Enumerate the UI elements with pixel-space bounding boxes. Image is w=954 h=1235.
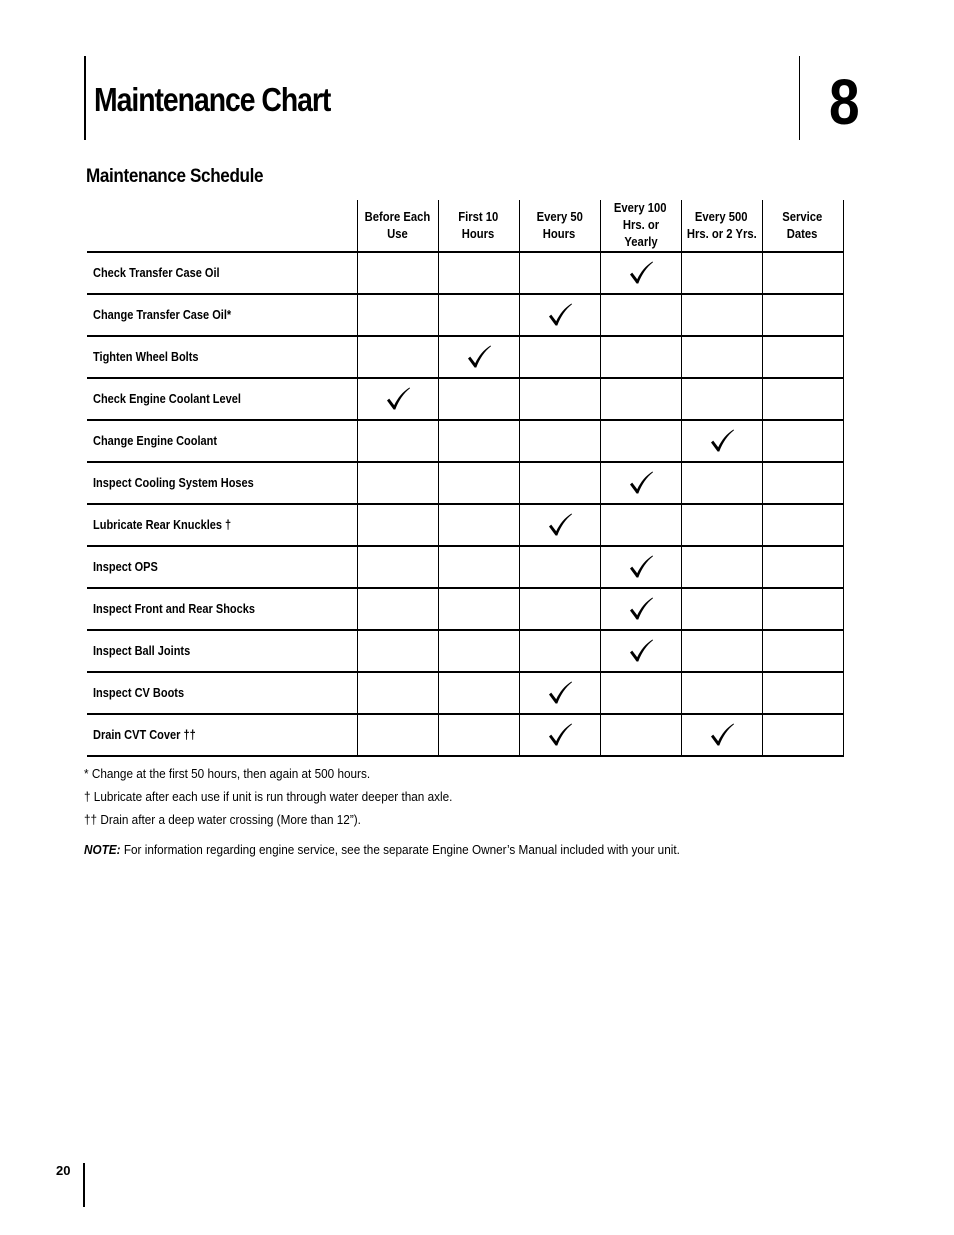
checkmark-icon (547, 722, 573, 748)
table-row (87, 420, 843, 462)
schedule-cell (519, 336, 600, 378)
checkmark-icon (709, 722, 735, 748)
title-left-rule (84, 56, 86, 140)
checkmark-icon (628, 470, 654, 496)
schedule-cell (519, 294, 600, 336)
task-label: Inspect OPS (93, 560, 158, 574)
table-row (87, 336, 843, 378)
schedule-cell (681, 252, 762, 294)
task-cell (87, 630, 357, 672)
schedule-cell (600, 672, 681, 714)
checkmark-icon (547, 680, 573, 706)
schedule-cell (600, 336, 681, 378)
schedule-cell (762, 672, 843, 714)
schedule-cell (438, 504, 519, 546)
schedule-cell (681, 336, 762, 378)
schedule-cell (357, 294, 438, 336)
schedule-cell (438, 336, 519, 378)
schedule-cell (600, 714, 681, 756)
task-label: Lubricate Rear Knuckles † (93, 518, 232, 532)
column-header-line-2: Hours (543, 226, 576, 241)
schedule-cell (762, 714, 843, 756)
schedule-cell (438, 546, 519, 588)
table-row (87, 672, 843, 714)
schedule-cell (762, 294, 843, 336)
task-label: Inspect Front and Rear Shocks (93, 602, 255, 616)
schedule-cell (600, 462, 681, 504)
checkmark-icon (547, 512, 573, 538)
checkmark-icon (709, 428, 735, 454)
schedule-cell (681, 294, 762, 336)
schedule-cell (681, 588, 762, 630)
task-cell (87, 672, 357, 714)
schedule-cell (438, 420, 519, 462)
note-label: NOTE: (84, 843, 121, 857)
task-cell (87, 462, 357, 504)
schedule-cell (438, 714, 519, 756)
schedule-cell (357, 252, 438, 294)
task-cell (87, 294, 357, 336)
schedule-cell (600, 294, 681, 336)
task-cell (87, 420, 357, 462)
schedule-cell (519, 378, 600, 420)
task-cell (87, 252, 357, 294)
task-cell (87, 504, 357, 546)
table-row (87, 378, 843, 420)
schedule-cell (438, 672, 519, 714)
column-header-before-each-use (357, 200, 438, 252)
checkmark-icon (628, 596, 654, 622)
column-header-line-1: Before Each (364, 209, 431, 224)
schedule-cell (762, 420, 843, 462)
schedule-cell (519, 672, 600, 714)
chapter-number: 8 (829, 66, 860, 138)
note-text: For information regarding engine service, see the separate Engine Owner’s Manual included with your unit. (120, 843, 680, 857)
schedule-cell (600, 252, 681, 294)
schedule-cell (600, 378, 681, 420)
schedule-cell (357, 672, 438, 714)
table-body (87, 252, 843, 756)
schedule-cell (519, 504, 600, 546)
schedule-cell (438, 462, 519, 504)
schedule-cell (519, 546, 600, 588)
schedule-cell (357, 630, 438, 672)
schedule-cell (762, 588, 843, 630)
schedule-cell (762, 252, 843, 294)
schedule-cell (762, 336, 843, 378)
schedule-cell (519, 252, 600, 294)
page-title: Maintenance Chart (94, 81, 331, 118)
schedule-cell (357, 378, 438, 420)
schedule-cell (519, 714, 600, 756)
task-label: Tighten Wheel Bolts (93, 350, 199, 364)
chapter-rule (799, 56, 800, 140)
task-label: Change Engine Coolant (93, 434, 218, 448)
schedule-cell (600, 546, 681, 588)
task-cell (87, 588, 357, 630)
schedule-cell (681, 504, 762, 546)
column-header-line-2: Hrs. or 2 Yrs. (686, 226, 757, 241)
maintenance-table (87, 200, 844, 757)
section-title: Maintenance Schedule (86, 166, 264, 187)
column-header-service-dates (762, 200, 843, 252)
schedule-cell (600, 504, 681, 546)
schedule-cell (357, 462, 438, 504)
table-header-row (87, 200, 843, 252)
task-column-header (87, 200, 357, 252)
schedule-cell (762, 462, 843, 504)
column-header-every-500-hours (681, 200, 762, 252)
schedule-cell (357, 336, 438, 378)
schedule-cell (681, 714, 762, 756)
table-row (87, 630, 843, 672)
column-header-line-2: Hrs. or Yearly (622, 218, 659, 249)
checkmark-icon (547, 302, 573, 328)
schedule-cell (357, 588, 438, 630)
schedule-cell (357, 714, 438, 756)
engine-service-note (84, 842, 680, 858)
task-cell (87, 378, 357, 420)
schedule-cell (438, 378, 519, 420)
footnote-1: * Change at the first 50 hours, then again at 500 hours. (84, 767, 371, 781)
table-row (87, 588, 843, 630)
column-header-first-10-hours (438, 200, 519, 252)
schedule-cell (357, 504, 438, 546)
task-label: Drain CVT Cover †† (93, 728, 196, 742)
checkmark-icon (628, 638, 654, 664)
column-header-line-1: Service (782, 209, 823, 224)
checkmark-icon (628, 554, 654, 580)
schedule-cell (681, 630, 762, 672)
task-cell (87, 546, 357, 588)
task-cell (87, 714, 357, 756)
schedule-cell (600, 630, 681, 672)
schedule-cell (762, 504, 843, 546)
schedule-cell (438, 294, 519, 336)
table-row (87, 504, 843, 546)
column-header-line-2: Dates (787, 226, 818, 241)
schedule-cell (438, 630, 519, 672)
task-label: Inspect Cooling System Hoses (93, 476, 254, 490)
task-label: Check Engine Coolant Level (93, 392, 241, 406)
column-header-every-100-hours (600, 200, 681, 252)
schedule-cell (681, 672, 762, 714)
task-label: Change Transfer Case Oil* (93, 308, 232, 322)
schedule-cell (357, 420, 438, 462)
schedule-cell (762, 378, 843, 420)
column-header-every-50-hours (519, 200, 600, 252)
task-label: Check Transfer Case Oil (93, 266, 220, 280)
schedule-cell (357, 546, 438, 588)
footnote-2: † Lubricate after each use if unit is run through water deeper than axle. (84, 790, 453, 804)
checkmark-icon (628, 260, 654, 286)
column-header-line-1: First 10 (458, 209, 499, 224)
table-row (87, 294, 843, 336)
schedule-cell (438, 588, 519, 630)
footnote-3: †† Drain after a deep water crossing (More than 12”). (84, 813, 361, 827)
column-header-line-2: Hours (462, 226, 495, 241)
schedule-cell (519, 420, 600, 462)
schedule-cell (519, 588, 600, 630)
table-row (87, 252, 843, 294)
schedule-cell (519, 462, 600, 504)
task-label: Inspect CV Boots (93, 686, 185, 700)
schedule-cell (600, 420, 681, 462)
task-label: Inspect Ball Joints (93, 644, 191, 658)
column-header-line-1: Every 500 (695, 209, 748, 224)
schedule-cell (519, 630, 600, 672)
schedule-cell (681, 378, 762, 420)
schedule-cell (438, 252, 519, 294)
schedule-cell (762, 546, 843, 588)
table-row (87, 462, 843, 504)
column-header-line-2: Use (387, 226, 408, 241)
table-row (87, 714, 843, 756)
column-header-line-1: Every 100 (614, 201, 667, 215)
footer-rule (83, 1163, 85, 1207)
schedule-cell (681, 546, 762, 588)
task-cell (87, 336, 357, 378)
column-header-line-1: Every 50 (536, 209, 583, 224)
schedule-cell (600, 588, 681, 630)
checkmark-icon (466, 344, 492, 370)
checkmark-icon (385, 386, 411, 412)
schedule-cell (762, 630, 843, 672)
schedule-cell (681, 462, 762, 504)
page-number: 20 (56, 1163, 71, 1178)
schedule-cell (681, 420, 762, 462)
table-row (87, 546, 843, 588)
